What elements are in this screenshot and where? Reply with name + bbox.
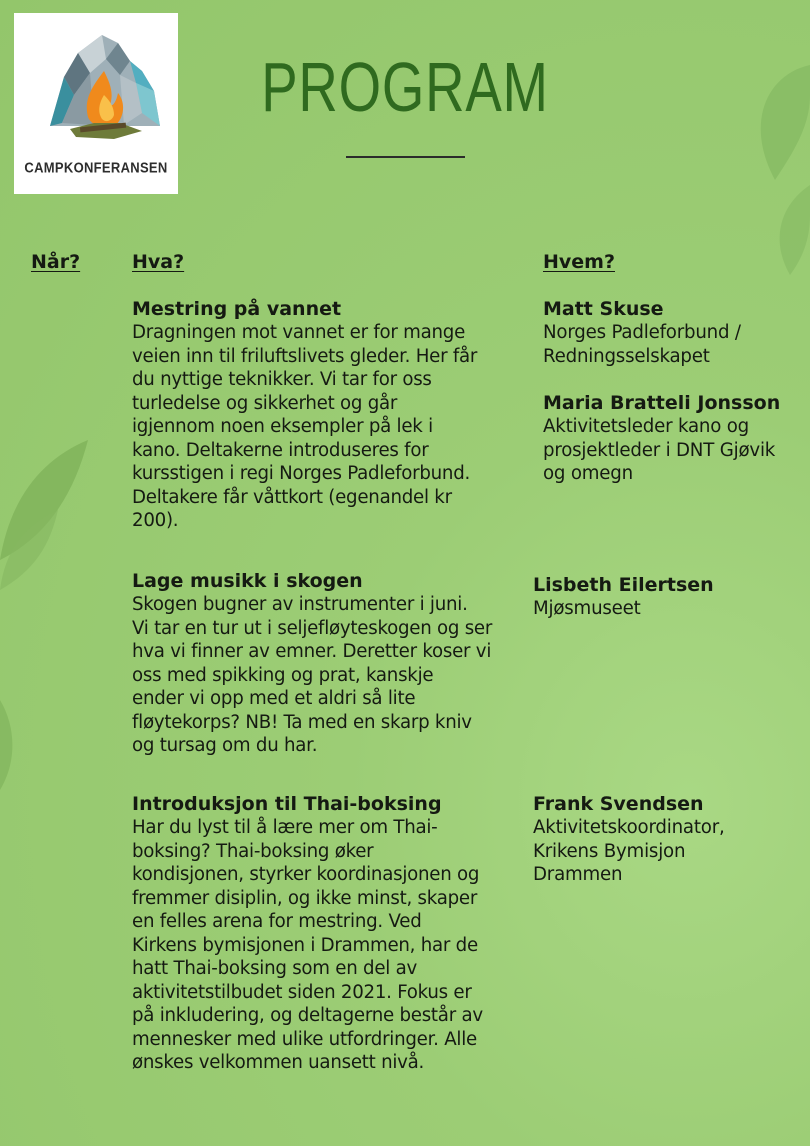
description-line: oss med spikking og prat, kanskje bbox=[132, 664, 434, 686]
description-line: på inkludering, og deltagerne består av bbox=[132, 1005, 483, 1026]
description-line: mennesker med ulike utfordringer. Alle bbox=[132, 1028, 477, 1050]
role-line: Aktivitetsleder kano og bbox=[543, 416, 750, 437]
description-line: 200). bbox=[132, 510, 179, 531]
description-line: veien inn til friluftslivets gleder. Her får bbox=[132, 345, 478, 367]
program-item-title: Lage musikk i skogen bbox=[132, 570, 363, 592]
description-line: du nyttige teknikker. Vi tar for oss bbox=[132, 369, 432, 390]
role-line: prosjektleder i DNT Gjøvik bbox=[543, 439, 776, 461]
person-role bbox=[543, 321, 741, 368]
role-line: Krikens Bymisjon bbox=[533, 840, 686, 862]
person-name: Lisbeth Eilertsen bbox=[533, 574, 714, 596]
description-line: turledelse og sikkerhet og går bbox=[132, 392, 398, 414]
column-header-what: Hva? bbox=[132, 251, 185, 273]
description-line: igjennom noen eksempler på lek i bbox=[132, 416, 433, 437]
page-title: PROGRAM bbox=[261, 48, 549, 126]
role-line: og omegn bbox=[543, 463, 633, 484]
program-item-description bbox=[132, 593, 492, 758]
leaf-decoration-right bbox=[760, 185, 810, 275]
description-line: kursstigen i regi Norges Padleforbund. bbox=[132, 463, 471, 484]
logo bbox=[14, 13, 178, 194]
person-role bbox=[533, 816, 725, 887]
leaf-decoration-top-right bbox=[735, 55, 810, 185]
column-header-who: Hvem? bbox=[543, 251, 615, 273]
description-line: hva vi finner av emner. Deretter koser vi bbox=[132, 641, 492, 662]
description-line: fremmer disiplin, og ikke minst, skaper bbox=[132, 887, 478, 909]
description-line: kondisjonen, styrker koordinasjonen og bbox=[132, 864, 480, 885]
role-line: Norges Padleforbund / bbox=[543, 322, 741, 343]
role-line: Mjøsmuseet bbox=[533, 598, 641, 619]
role-line: Redningsselskapet bbox=[543, 345, 710, 367]
role-line: Drammen bbox=[533, 864, 623, 885]
description-line: og tursag om du har. bbox=[132, 735, 318, 756]
description-line: en felles arena for mestring. Ved bbox=[132, 911, 422, 932]
program-item-description bbox=[132, 321, 477, 533]
program-item-title: Mestring på vannet bbox=[132, 298, 342, 320]
person-name: Frank Svendsen bbox=[533, 793, 704, 815]
person-name: Maria Bratteli Jonsson bbox=[543, 392, 781, 414]
description-line: ønskes velkommen uansett nivå. bbox=[132, 1052, 425, 1073]
description-line: Dragningen mot vannet er for mange bbox=[132, 322, 466, 343]
description-line: Deltakere får våttkort (egenandel kr bbox=[132, 486, 452, 508]
description-line: fløytekorps? NB! Ta med en skarp kniv bbox=[132, 711, 472, 733]
description-line: ender vi opp med et aldri så lite bbox=[132, 688, 416, 709]
title-divider bbox=[346, 156, 465, 158]
description-line: hatt Thai-boksing som en del av bbox=[132, 958, 418, 979]
person-name: Matt Skuse bbox=[543, 298, 664, 320]
person-role bbox=[543, 415, 775, 486]
leaf-decoration-left-middle bbox=[0, 510, 60, 590]
leaf-decoration-left-lower bbox=[0, 700, 20, 790]
program-item-title: Introduksjon til Thai-boksing bbox=[132, 793, 442, 815]
description-line: Kirkens bymisjonen i Drammen, har de bbox=[132, 934, 478, 956]
description-line: aktivitetstilbudet siden 2021. Fokus er bbox=[132, 981, 472, 1003]
role-line: Aktivitetskoordinator, bbox=[533, 817, 725, 838]
logo-wordmark: CAMPKONFERANSEN bbox=[24, 158, 168, 177]
description-line: boksing? Thai-boksing øker bbox=[132, 840, 374, 862]
program-item-description bbox=[132, 816, 483, 1075]
description-line: Skogen bugner av instrumenter i juni. bbox=[132, 594, 468, 615]
description-line: kano. Deltakerne introduseres for bbox=[132, 439, 429, 461]
person-role bbox=[533, 597, 641, 621]
description-line: Har du lyst til å lære mer om Thai- bbox=[132, 817, 438, 838]
description-line: Vi tar en tur ut i seljefløyteskogen og ser bbox=[132, 617, 493, 639]
column-header-when: Når? bbox=[31, 251, 81, 273]
